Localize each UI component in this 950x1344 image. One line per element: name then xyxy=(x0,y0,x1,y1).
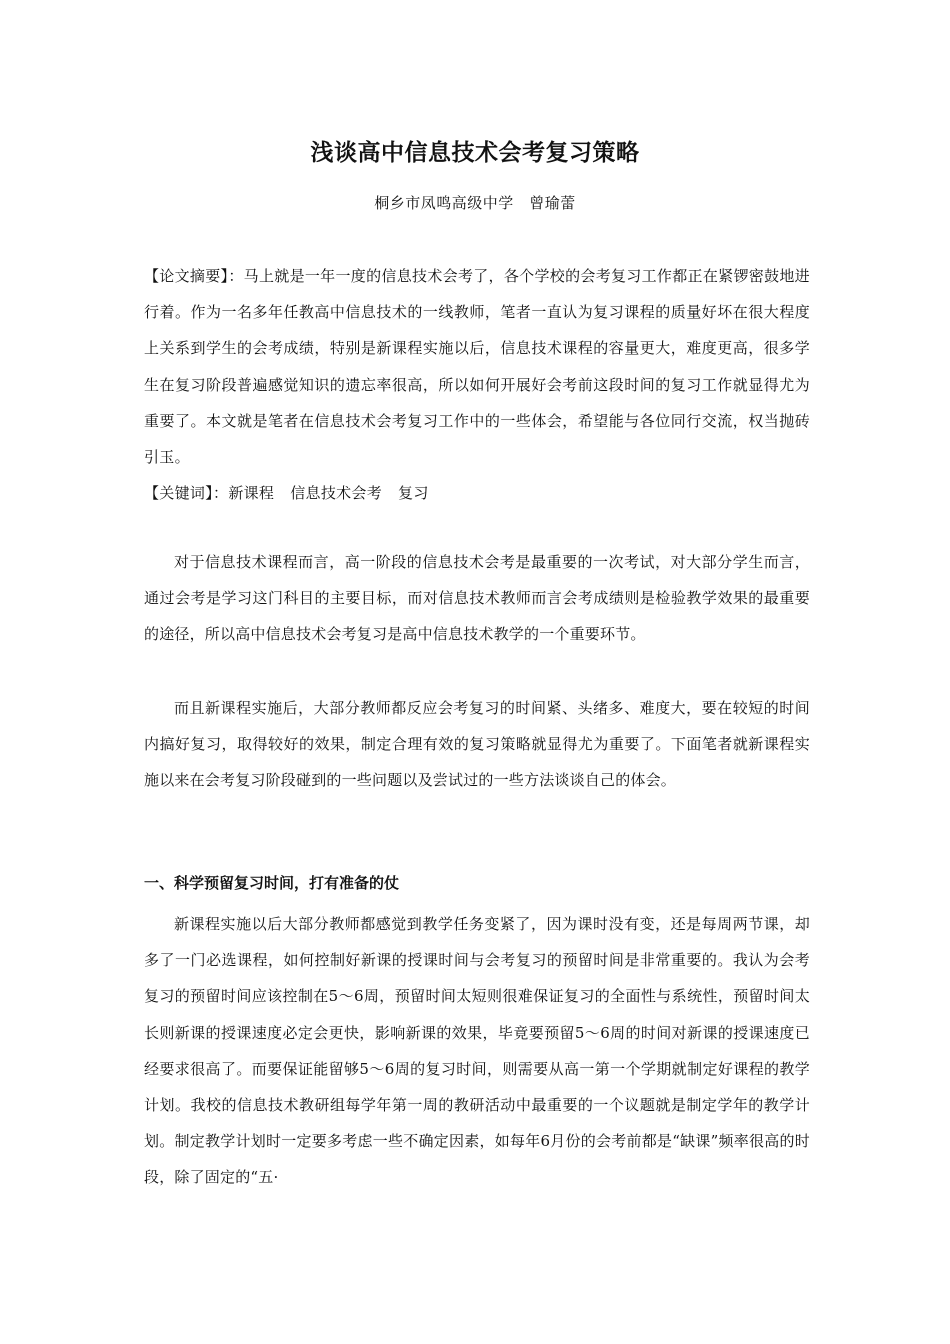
keyword: 信息技术会考 xyxy=(290,484,383,502)
keywords-label: 【关键词】： xyxy=(144,484,229,502)
section-heading: 一、科学预留复习时间，打有准备的仗 xyxy=(144,874,400,892)
body-paragraph: 新课程实施以后大部分教师都感觉到教学任务变紧了，因为课时没有变，还是每周两节课，却多了一门必选课程，如何控制好新课的授课时间与会考复习的预留时间是非常重要的。我认为会考复习的预留时间应该控制在5～6周，预留时间太短则很难保证复习的全面性与系统性，预留时间太长则新课的授课速度必定会更快，影响新课的效果，毕竟要预留5～6周的时间对新课的授课速度已经要求很高了。而要保证能留够5～6周的复习时间，则需要从高一第一个学期就制定好课程的教学计划。我校的信息技术教研组每学年第一周的教研活动中最重要的一个议题就是制定学年的教学计划。制定教学计划时一定要多考虑一些不确定因素，如每年6月份的会考前都是“缺课”频率很高的时段，除了固定的“五· xyxy=(144,915,810,1187)
document-title: 浅谈高中信息技术会考复习策略 xyxy=(310,140,640,166)
keyword: 复习 xyxy=(398,484,429,502)
author-line: 桐乡市凤鸣高级中学 曾瑜蕾 xyxy=(374,194,576,212)
body-paragraph: 对于信息技术课程而言，高一阶段的信息技术会考是最重要的一次考试，对大部分学生而言，通过会考是学习这门科目的主要目标，而对信息技术教师而言会考成绩则是检验教学效果的最重要的途径，所以高中信息技术会考复习是高中信息技术教学的一个重要环节。 xyxy=(144,553,810,644)
body-paragraph: 而且新课程实施后，大部分教师都反应会考复习的时间紧、头绪多、难度大，要在较短的时间内搞好复习，取得较好的效果，制定合理有效的复习策略就显得尤为重要了。下面笔者就新课程实施以来在会考复习阶段碰到的一些问题以及尝试过的一些方法谈谈自己的体会。 xyxy=(144,699,810,790)
keywords-line xyxy=(144,478,810,508)
keyword: 新课程 xyxy=(228,484,275,502)
abstract-paragraph: 【论文摘要】：马上就是一年一度的信息技术会考了，各个学校的会考复习工作都正在紧锣密鼓地进行着。作为一名多年任教高中信息技术的一线教师，笔者一直认为复习课程的质量好坏在很大程度上关系到学生的会考成绩，特别是新课程实施以后，信息技术课程的容量更大，难度更高，很多学生在复习阶段普遍感觉知识的遗忘率很高，所以如何开展好会考前这段时间的复习工作就显得尤为重要了。本文就是笔者在信息技术会考复习工作中的一些体会，希望能与各位同行交流，权当抛砖引玉。 xyxy=(144,267,810,467)
